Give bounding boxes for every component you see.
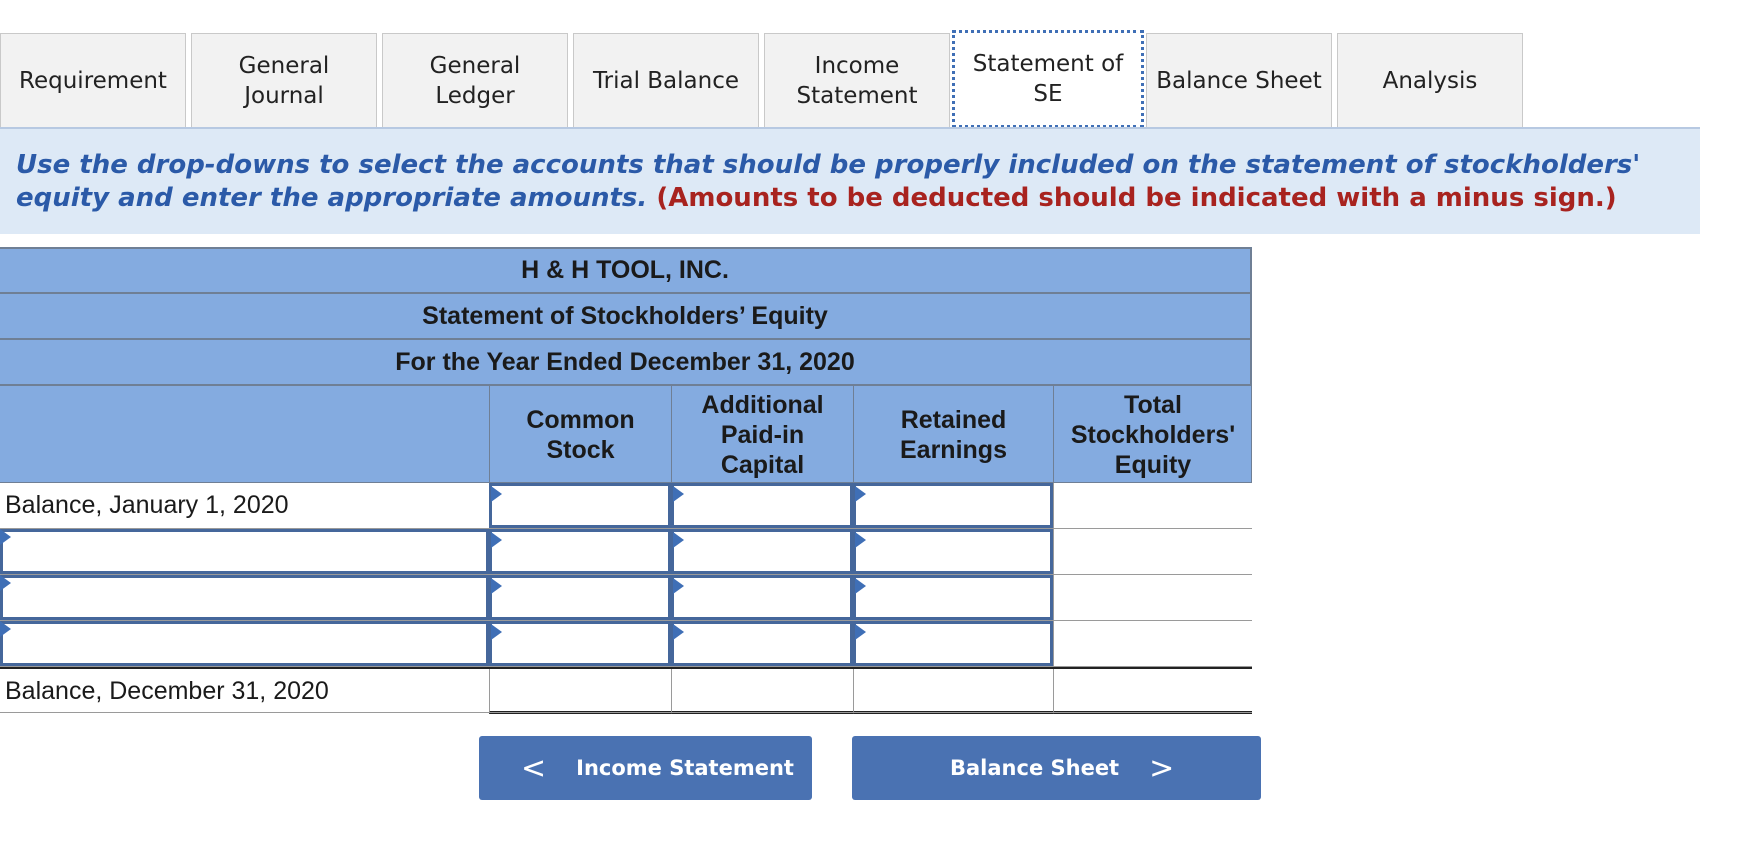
row-label: Balance, January 1, 2020 (5, 491, 289, 519)
apic-input[interactable] (671, 621, 853, 666)
apic-input[interactable] (671, 529, 853, 574)
total-cell (1053, 483, 1252, 528)
apic-input[interactable] (671, 483, 853, 528)
table-row (0, 575, 1252, 621)
statement-period: For the Year Ended December 31, 2020 (0, 339, 1252, 385)
input-marker-icon (855, 532, 866, 548)
tab-statement-of-se[interactable]: Statement of SE (952, 30, 1144, 128)
common-stock-input[interactable] (489, 483, 671, 528)
input-marker-icon (673, 486, 684, 502)
account-dropdown[interactable] (0, 621, 489, 666)
col-additional-paid-in-capital: Additional Paid-in Capital (671, 386, 853, 484)
input-marker-icon (855, 578, 866, 594)
common-stock-input[interactable] (489, 529, 671, 574)
tab-balance-sheet[interactable]: Balance Sheet (1146, 33, 1332, 127)
apic-total (671, 669, 853, 714)
table-row (0, 483, 1252, 529)
input-marker-icon (491, 624, 502, 640)
row-label: Balance, December 31, 2020 (5, 677, 329, 705)
dropdown-marker-icon (0, 529, 11, 545)
retained-earnings-input[interactable] (853, 529, 1053, 574)
next-button-label: Balance Sheet (950, 756, 1120, 780)
next-balance-sheet-button[interactable] (852, 736, 1261, 800)
instruction-note: (Amounts to be deducted should be indicated with a minus sign.) (656, 183, 1617, 213)
total-cell (1053, 575, 1252, 620)
col-common-stock: Common Stock (489, 386, 671, 484)
retained-earnings-input[interactable] (853, 575, 1053, 620)
company-name: H & H TOOL, INC. (0, 247, 1252, 293)
col-retained-earnings: Retained Earnings (853, 386, 1053, 484)
input-marker-icon (491, 532, 502, 548)
input-marker-icon (855, 624, 866, 640)
table-row (0, 621, 1252, 667)
common-stock-input[interactable] (489, 621, 671, 666)
column-header-row (0, 385, 1252, 483)
input-marker-icon (673, 624, 684, 640)
input-marker-icon (673, 578, 684, 594)
input-marker-icon (491, 578, 502, 594)
dropdown-marker-icon (0, 575, 11, 591)
tab-requirement[interactable]: Requirement (0, 33, 186, 127)
statement-table (0, 247, 1252, 713)
retained-earnings-input[interactable] (853, 621, 1053, 666)
table-row (0, 667, 1252, 713)
tab-bar (0, 33, 1700, 129)
chevron-right-icon: > (1149, 750, 1175, 786)
input-marker-icon (673, 532, 684, 548)
input-marker-icon (491, 486, 502, 502)
tab-general-ledger[interactable]: General Ledger (382, 33, 568, 127)
account-dropdown[interactable] (0, 529, 489, 574)
table-row (0, 529, 1252, 575)
dropdown-marker-icon (0, 621, 11, 637)
common-stock-input[interactable] (489, 575, 671, 620)
total-cell (1053, 529, 1252, 574)
common-stock-total (489, 669, 671, 714)
tab-trial-balance[interactable]: Trial Balance (573, 33, 759, 127)
statement-title: Statement of Stockholders’ Equity (0, 293, 1252, 339)
retained-earnings-input[interactable] (853, 483, 1053, 528)
tab-income-statement[interactable]: Income Statement (764, 33, 950, 127)
tab-analysis[interactable]: Analysis (1337, 33, 1523, 127)
chevron-left-icon: < (521, 750, 547, 786)
instruction-text: Use the drop-downs to select the accounts that should be properly included on the statement of stockholders' equity and enter the appropriate amounts. (16, 150, 1641, 213)
tab-general-journal[interactable]: General Journal (191, 33, 377, 127)
col-total-stockholders-equity: Total Stockholders' Equity (1053, 386, 1252, 484)
input-marker-icon (855, 486, 866, 502)
apic-input[interactable] (671, 575, 853, 620)
prev-income-statement-button[interactable] (479, 736, 812, 800)
total-cell (1053, 621, 1252, 666)
instruction-banner (0, 129, 1700, 234)
retained-earnings-total (853, 669, 1053, 714)
total-stockholders-equity-total (1053, 669, 1252, 714)
account-dropdown[interactable] (0, 575, 489, 620)
prev-button-label: Income Statement (576, 756, 794, 780)
